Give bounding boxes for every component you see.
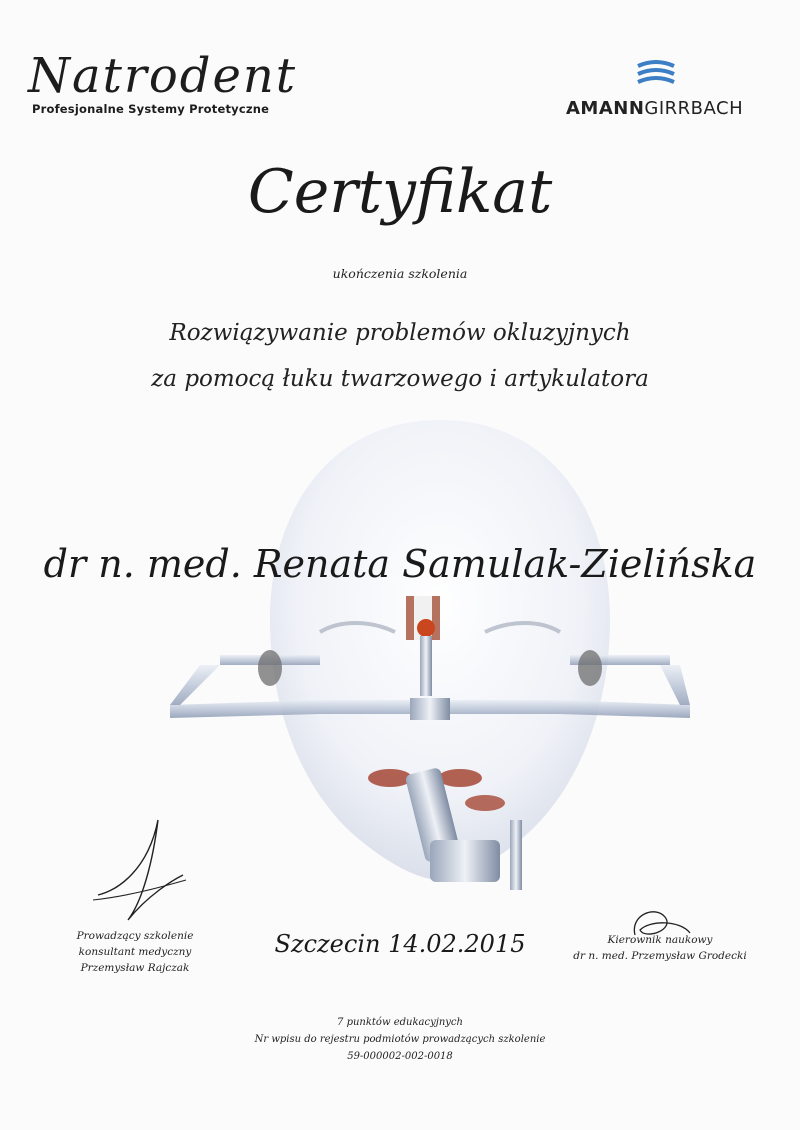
amanngirrbach-logo-icon [636,60,676,90]
right-signatory-block [560,932,760,964]
right-signatory-role: Kierownik naukowy [607,934,713,946]
natrodent-logo: Natrodent [28,48,298,104]
left-signatory-role-2: konsultant medyczny [78,946,192,958]
face-bow-on-head-illustration [160,400,720,920]
certificate-title: Certyfikat [247,157,553,227]
natrodent-tagline: Profesjonalne Systemy Protetyczne [32,102,270,116]
registry-label: Nr wpisu do rejestru podmiotów prowadzących szkolenie [254,1034,546,1045]
education-points: 7 punktów edukacyjnych [337,1017,463,1028]
certificate-subtitle: ukończenia szkolenia [332,266,468,281]
registry-number: 59-000002-002-0018 [347,1051,453,1062]
left-signatory-name: Przemysław Rajczak [80,962,190,974]
course-title-line-1: Rozwiązywanie problemów okluzyjnych [169,320,631,346]
left-signatory-role-1: Prowadzący szkolenie [76,930,194,942]
right-signatory-name: dr n. med. Przemysław Grodecki [573,950,747,962]
left-signature-icon [88,800,188,930]
recipient-name: dr n. med. Renata Samulak-Zielińska [43,542,757,586]
place-date: Szczecin 14.02.2015 [274,930,526,958]
amanngirrbach-logo: AMANNGIRRBACH [566,98,744,119]
course-title-line-2: za pomocą łuku twarzowego i artykulatora [151,366,649,392]
